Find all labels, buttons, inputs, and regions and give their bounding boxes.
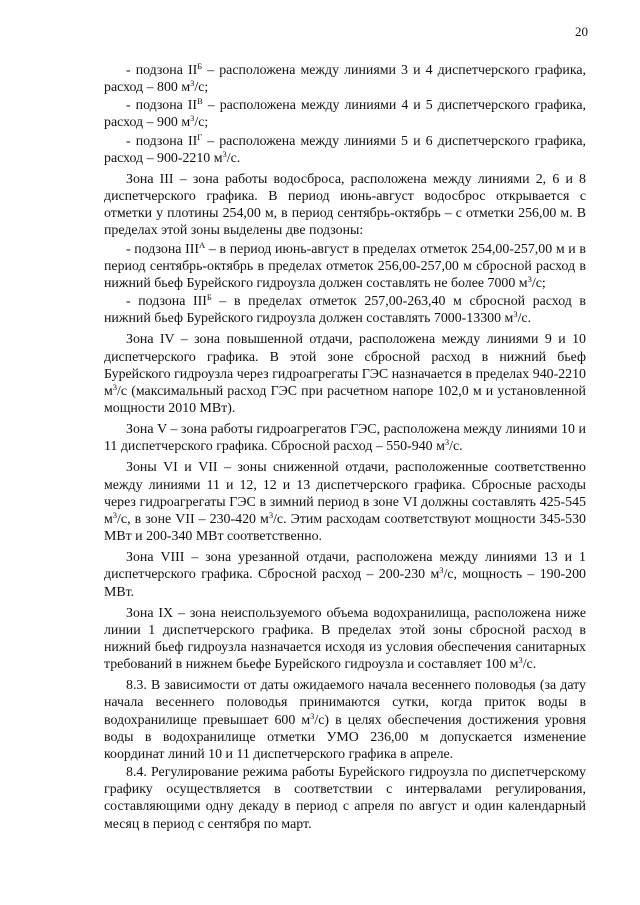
superscript: Б xyxy=(206,292,212,303)
superscript: 3 xyxy=(518,655,523,666)
paragraph xyxy=(104,241,586,292)
paragraph xyxy=(104,421,586,455)
superscript: 3 xyxy=(310,710,315,721)
paragraph xyxy=(104,677,586,763)
text-run: /с. xyxy=(449,439,463,455)
superscript: 3 xyxy=(527,273,532,284)
paragraph xyxy=(104,331,586,417)
text-run: Зона IV – зона повышенной отдачи, расположена между линиями 9 и 10 диспетчерского графика. В этой зоне сбросной расход в нижний бьеф Бурейского гидроузла через гидроагрегаты ГЭС назначается в пределах 940-2210 м xyxy=(104,332,586,399)
text-run: - подзона III xyxy=(126,294,207,310)
paragraph xyxy=(104,133,586,167)
text-run: /с; xyxy=(531,275,546,291)
superscript: 3 xyxy=(222,148,227,159)
text-run: Зона III – зона работы водосброса, расположена между линиями 2, 6 и 8 диспетчерского графика. В период июнь-август водосброс открывается с отметки у плотины 254,00 м, в период сентябрь-октябрь – с отметки 256,00 м. В пределах этой зоны выделены две подзоны: xyxy=(104,171,586,239)
superscript: 3 xyxy=(190,113,195,124)
superscript: 3 xyxy=(190,78,195,89)
paragraph xyxy=(104,459,586,545)
text-run: – расположена между линиями 3 и 4 диспетчерского графика, расход – 800 м xyxy=(104,63,586,96)
superscript: 3 xyxy=(268,509,274,520)
text-run: - подзона II xyxy=(126,133,198,149)
superscript: А xyxy=(199,239,206,250)
document-body xyxy=(104,62,586,837)
paragraph xyxy=(104,605,586,674)
superscript: В xyxy=(197,96,203,107)
text-run: Зоны VI и VII – зоны сниженной отдачи, расположенные соответственно между линиями 11 и 12, 12 и 13 диспетчерского графика. Сбросные расходы через гидроагрегаты ГЭС в зимний период в зоне VI должны составлять 425-545 м xyxy=(104,460,586,527)
superscript: 3 xyxy=(444,437,450,448)
text-run: Зона VIII – зона урезанной отдачи, расположена между линиями 13 и 1 диспетчерского графика. Сбросной расход – 200-230 м xyxy=(104,550,586,583)
text-run: /с. xyxy=(522,657,537,673)
text-run: - подзона II xyxy=(126,98,198,114)
text-run: /с (максимальный расход ГЭС при расчетном напоре 102,0 м и установленной мощности 2010 МВт). xyxy=(104,383,586,416)
text-run: 8.4. Регулирование режима работы Бурейского гидроузла по диспетчерскому графику осуществляется в соответствии с интервалами регулирования, составляющими одну декаду в период с апреля по август и один календарный месяц в период с сентября по март. xyxy=(104,765,586,832)
superscript: 3 xyxy=(513,309,518,320)
text-run: – в пределах отметок 257,00-263,40 м сбросной расход в нижний бьеф Бурейского гидроузла должен составлять 7000-13300 м xyxy=(104,294,586,327)
text-run: Зона V – зона работы гидроагрегатов ГЭС, расположена между линиями 10 и 11 диспетчерского графика. Сбросной расход – 550-940 м xyxy=(104,422,586,455)
text-run: /с, мощность – 190-200 МВт. xyxy=(104,567,586,600)
text-run: /с. xyxy=(517,311,532,327)
text-run: /с. Этим расходам соответствуют мощности 345-530 МВт и 200-340 МВт соответственно. xyxy=(104,511,586,545)
paragraph xyxy=(104,97,586,131)
paragraph xyxy=(104,549,586,600)
text-run: /с; xyxy=(194,80,209,96)
text-run: – расположена между линиями 5 и 6 диспетчерского графика, расход – 900-2210 м xyxy=(104,133,586,166)
paragraph xyxy=(104,293,586,327)
paragraph xyxy=(104,62,586,96)
superscript: 3 xyxy=(439,565,444,576)
text-run: Зона IX – зона неиспользуемого объема водохранилища, расположена ниже линии 1 диспетчерского графика. В пределах этой зоны сбросной расход в нижний бьеф гидроузла назначается исходя из условия обеспечения санитарных требований в нижнем бьефе Бурейского гидроузла и составляет 100 м xyxy=(104,605,586,673)
text-run: - подзона II xyxy=(126,63,198,78)
text-run: 8.3. В зависимости от даты ожидаемого начала весеннего половодья (за дату начала весеннего половодья принимаются сутки, когда приток воды в водохранилище превышает 600 м xyxy=(104,678,586,728)
superscript: 3 xyxy=(112,509,118,520)
text-run: – в период июнь-август в пределах отметок 254,00-257,00 м и в период сентябрь-октябрь в пределах отметок 256,00-257,00 м сбросной расход в нижний бьеф Бурейского гидроузла должен составлять не более 7000 м xyxy=(104,241,586,291)
superscript: Г xyxy=(197,131,203,142)
text-run: – расположена между линиями 4 и 5 диспетчерского графика, расход – 900 м xyxy=(104,98,586,131)
superscript: Б xyxy=(197,61,203,71)
text-run: /с; xyxy=(194,115,209,131)
text-run: /с. xyxy=(226,150,241,166)
text-run: - подзона III xyxy=(126,241,200,257)
paragraph xyxy=(104,764,586,833)
text-run: /с, в зоне VII – 230-420 м xyxy=(117,511,269,527)
superscript: 3 xyxy=(112,381,118,392)
paragraph xyxy=(104,171,586,240)
text-run: /с) в целях обеспечения достижения уровня воды в водохранилище отметки УМО 236,00 м допускается изменение координат линий 10 и 11 диспетчерского графика в апреле. xyxy=(104,712,587,762)
page-number: 20 xyxy=(575,24,588,39)
